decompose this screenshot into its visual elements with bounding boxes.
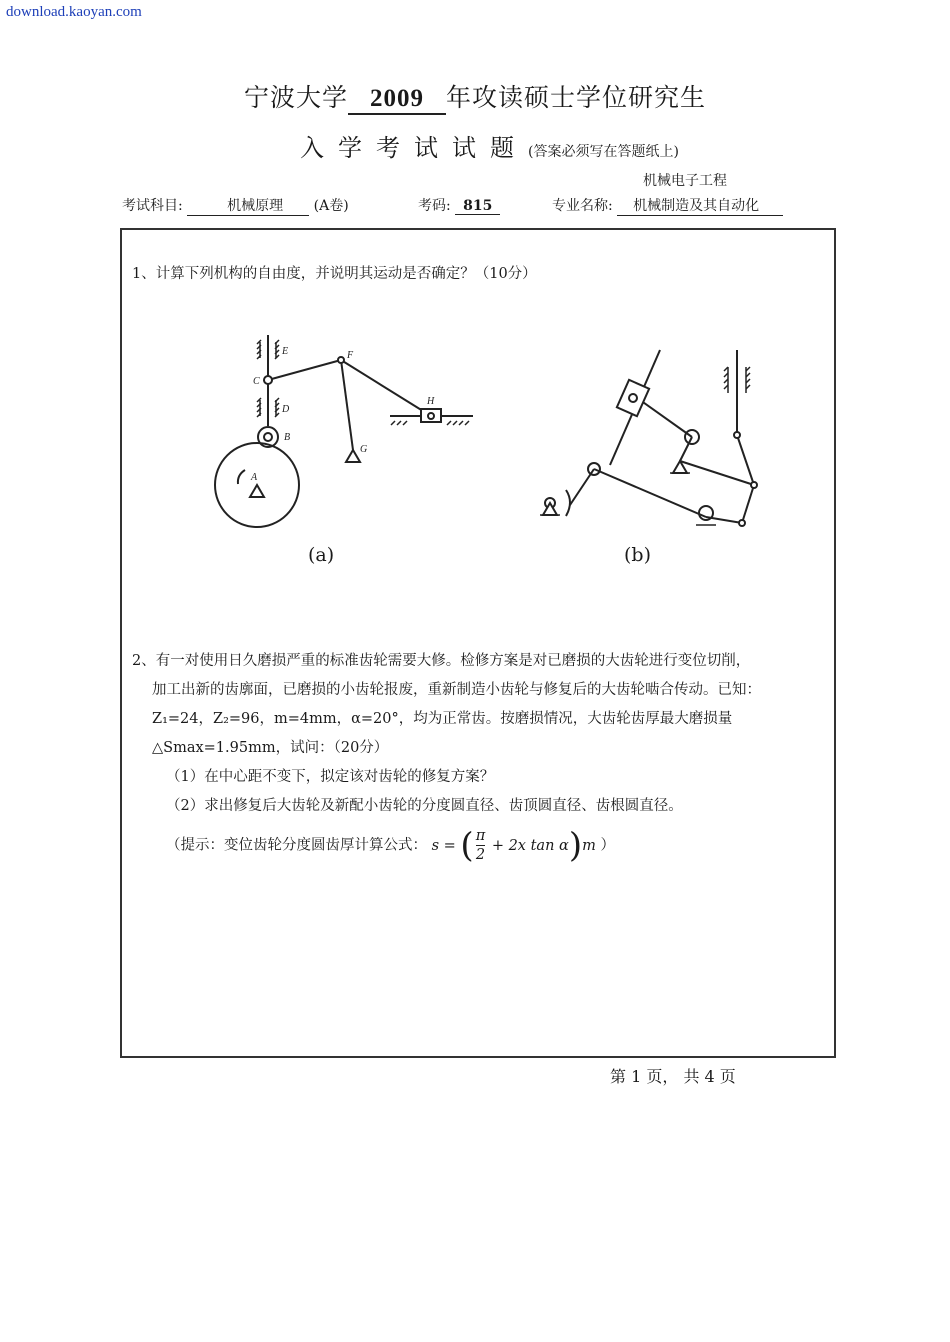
label-b: B xyxy=(284,432,291,443)
watermark-link[interactable]: download.kaoyan.com xyxy=(6,4,142,20)
caption-b: (b) xyxy=(624,544,651,566)
major-value: 机械制造及其自动化 xyxy=(617,195,783,216)
formula-den: 2 xyxy=(475,847,486,863)
q2-hint xyxy=(132,827,832,864)
formula-mid: + 2x tan α xyxy=(491,837,569,854)
formula-m: m xyxy=(582,837,596,854)
paper-label: (A卷) xyxy=(313,198,349,214)
title-rest: 年攻读硕士学位研究生 xyxy=(446,83,707,112)
code-field xyxy=(418,195,500,215)
label-e: E xyxy=(282,346,289,357)
question-1: 1、计算下列机构的自由度，并说明其运动是否确定？（10分） xyxy=(132,266,537,282)
label-f: F xyxy=(347,350,354,361)
label-h: H xyxy=(427,396,435,407)
exam-subtitle xyxy=(300,128,679,163)
formula-num: π xyxy=(475,828,486,844)
exam-title xyxy=(0,78,950,115)
page-number: 第 1 页， 共 4 页 xyxy=(610,1067,736,1086)
q2-sub-1: （1）在中心距不变下，拟定该对齿轮的修复方案？ xyxy=(166,769,495,785)
label-a: A xyxy=(251,472,258,483)
thickness-formula: s = ( $\frac{\pi}{2}$ + 2x tan α)m xyxy=(431,825,596,865)
label-g: G xyxy=(360,444,368,455)
label-c: C xyxy=(253,376,260,387)
subtitle-text: 入学考试试题 xyxy=(300,134,528,162)
code-label: 考码: xyxy=(418,198,451,214)
answer-note: (答案必须写在答题纸上) xyxy=(528,144,679,160)
subject-value: 机械原理 xyxy=(187,195,309,216)
formula-lhs: s = xyxy=(431,837,456,854)
hint-prefix: （提示：变位齿轮分度圆齿厚计算公式： xyxy=(166,837,427,854)
figure-a xyxy=(205,330,495,535)
university-name: 宁波大学 xyxy=(243,83,348,112)
label-d: D xyxy=(282,404,290,415)
figure-b xyxy=(530,345,770,535)
q2-sub-2: （2）求出修复后大齿轮及新配小齿轮的分度圆直径、齿顶圆直径、齿根圆直径。 xyxy=(166,798,683,814)
major-label: 专业名称: xyxy=(552,198,613,214)
major-value-top: 机械电子工程 xyxy=(643,173,727,189)
q2-line-1: 2、有一对使用日久磨损严重的标准齿轮需要大修。检修方案是对已磨损的大齿轮进行变位切削， xyxy=(132,653,751,669)
q2-line-4: △Smax=1.95mm，试问：（20分） xyxy=(152,740,389,756)
formula-fraction xyxy=(476,827,486,864)
q2-line-2: 加工出新的齿廓面，已磨损的小齿轮报废，重新制造小齿轮与修复后的大齿轮啮合传动。已知： xyxy=(152,682,761,698)
major-field xyxy=(552,195,783,216)
hint-suffix: ） xyxy=(600,837,615,854)
question-2 xyxy=(132,647,832,864)
exam-year: 2009 xyxy=(348,85,446,115)
caption-a: (a) xyxy=(308,544,335,566)
subject-label: 考试科目: xyxy=(122,198,183,214)
q2-line-3: Z₁=24，Z₂=96，m=4mm，α=20°，均为正常齿。按磨损情况，大齿轮齿厚最大磨损量 xyxy=(152,711,733,727)
code-value: 815 xyxy=(455,198,500,215)
subject-field xyxy=(122,195,349,216)
